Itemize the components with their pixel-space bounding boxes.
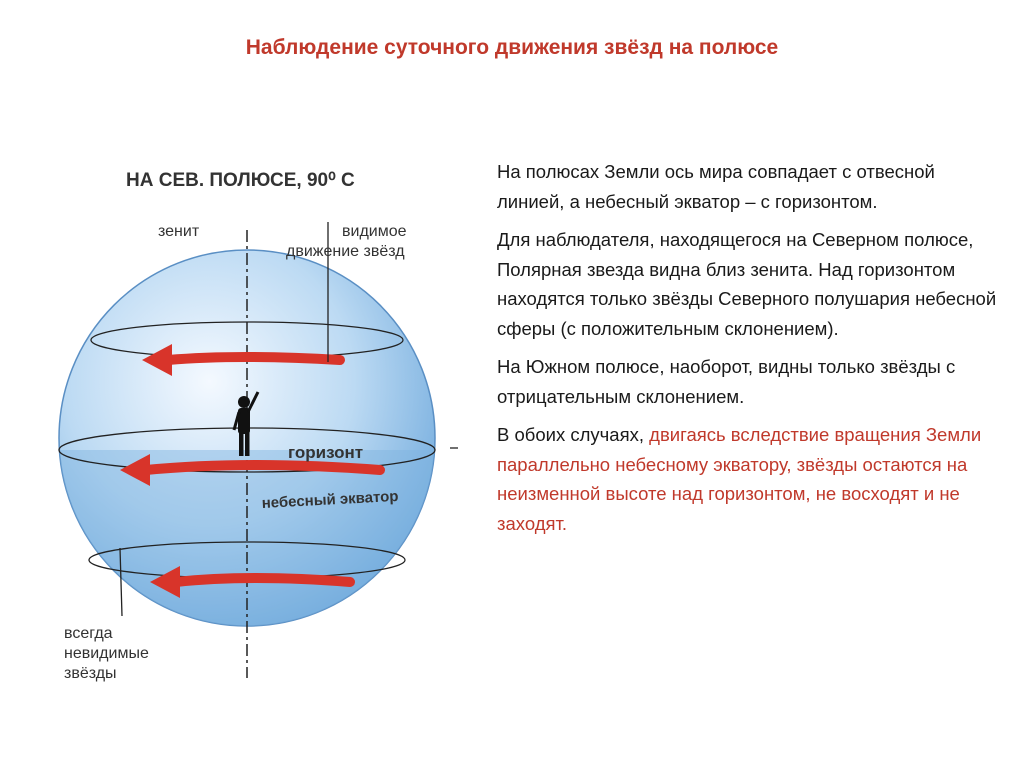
horizon-label: горизонт [288, 443, 364, 462]
zenith-label: зенит [158, 223, 200, 240]
paragraph-4-prefix: В обоих случаях, [497, 424, 650, 445]
never-visible-label-2: невидимые [64, 645, 149, 662]
explanation-text [497, 157, 997, 547]
slide-title: Наблюдение суточного движения звёзд на полюсе [245, 36, 779, 59]
paragraph-3: На Южном полюсе, наоборот, видны только звёзды с отрицательным склонением. [497, 356, 956, 407]
figure-heading: НА СЕВ. ПОЛЮСЕ, 90⁰ С [126, 170, 355, 191]
apparent-motion-label-1: видимое [342, 223, 407, 240]
paragraph-4-highlight: двигаясь вследствие вращения Земли параллельно небесному экватору, звёзды остаются на неизменной высоте над горизонтом, не восходят и не заходят. [497, 424, 982, 534]
never-visible-label-1: всегда [64, 625, 113, 642]
celestial-sphere-figure [50, 148, 458, 720]
never-visible-label-3: звёзды [64, 665, 117, 682]
celestial-equator-label: небесный экватор [261, 487, 399, 512]
paragraph-1: На полюсах Земли ось мира совпадает с отвесной линией, а небесный экватор – с горизонтом. [497, 161, 935, 212]
apparent-motion-label-2: движение звёзд [286, 243, 405, 260]
paragraph-2: Для наблюдателя, находящегося на Северном полюсе, Полярная звезда видна близ зенита. Над горизонтом находятся только звёзды Северного полушария небесной сферы (с положительным склонением). [497, 229, 997, 339]
paragraph-4 [497, 420, 997, 538]
